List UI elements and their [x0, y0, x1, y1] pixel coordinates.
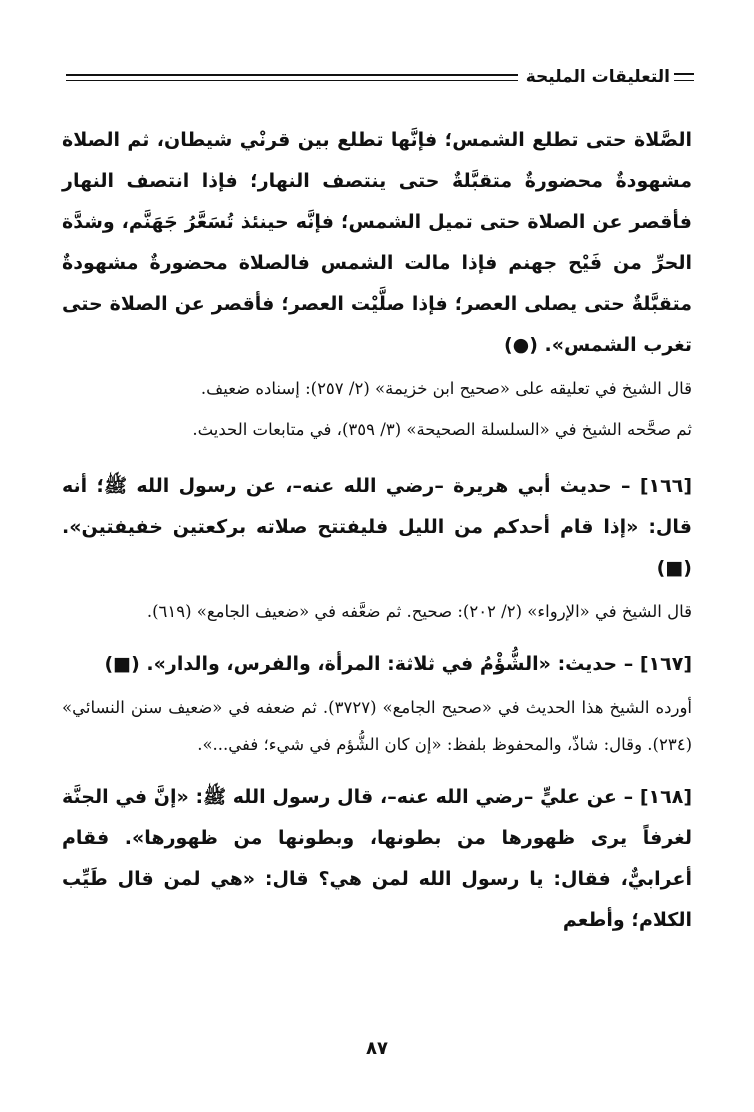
commentary-note: قال الشيخ في «الإرواء» (٢/ ٢٠٢): صحيح. ثم ضعَّفه في «ضعيف الجامع» (٦١٩). — [146, 602, 692, 621]
commentary-note: أورده الشيخ هذا الحديث في «صحيح الجامع» (٣٧٢٧). ثم ضعفه في «ضعيف سنن النسائي» (٢٣٤). وقال: شاذّ، والمحفوظ بلفظ: «إن كان الشُّؤم في شيء؛ ففي...». — [62, 698, 692, 754]
page-number: ٨٧ — [366, 1038, 388, 1059]
header-title: التعليقات المليحة — [525, 67, 670, 87]
commentary-note: ثم صحَّحه الشيخ في «السلسلة الصحيحة» (٣/ ٣٥٩)، في متابعات الحديث. — [192, 420, 692, 439]
hadith-168: [١٦٨] – عن عليٍّ –رضي الله عنه–، قال رسول الله ﷺ: «إنَّ في الجنَّة لغرفاً يرى ظهورها من بطونها، وبطونها من ظهورها». فقام أعرابيٌّ، فقال: يا رسول الله لمن هي؟ قال: «هي لمن قال طَيِّب الكلام؛ وأطعم — [62, 786, 692, 931]
running-header — [60, 62, 694, 92]
page-content — [62, 120, 692, 941]
hadith-continuation: الصَّلاة حتى تطلع الشمس؛ فإنَّها تطلع بين قرنْي شيطان، ثم الصلاة مشهودةٌ محضورةٌ متقبَّلةٌ حتى ينتصف النهار؛ فإذا انتصف النهار فأقصر عن الصلاة حتى تميل الشمس؛ فإنَّه حينئذ تُسَعَّرُ جَهَنَّم، وشدَّة الحرِّ من فَيْح جهنم فإذا مالت الشمس فالصلاة محضورةٌ مشهودةٌ متقبَّلةٌ حتى يصلى العصر؛ فإذا صلَّيْت العصر؛ فأقصر عن الصلاة حتى تغرب الشمس». (●) — [62, 129, 692, 356]
hadith-166: [١٦٦] – حديث أبي هريرة –رضي الله عنه–، عن رسول الله ﷺ؛ أنه قال: «إذا قام أحدكم من الليل فليفتتح صلاته بركعتين خفيفتين». (■) — [62, 475, 692, 579]
header-ornament-right — [674, 73, 694, 81]
commentary-note: قال الشيخ في تعليقه على «صحيح ابن خزيمة» (٢/ ٢٥٧): إسناده ضعيف. — [200, 379, 692, 398]
header-rule — [66, 74, 518, 81]
hadith-167: [١٦٧] – حديث: «الشُّؤْمُ في ثلاثة: المرأة، والفرس، والدار». (■) — [104, 653, 692, 675]
